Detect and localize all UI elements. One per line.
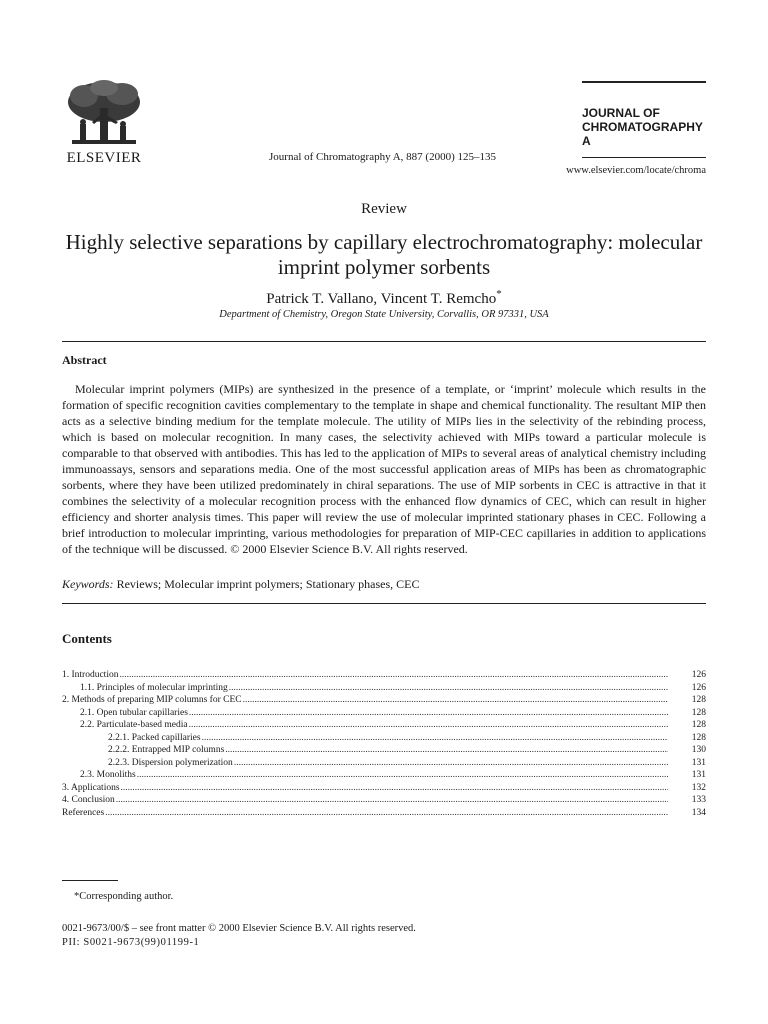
- toc-page: 131: [691, 757, 706, 768]
- abstract-text: Molecular imprint polymers (MIPs) are synthesized in the presence of a template, or ‘imprint’ molecule which results in the formation of specific recognition cavities complementary to the template in shape and chemical functionality. The resultant MIP then acts as a selective binding medium for the template molecule. The utility of MIPs lies in the selectivity of the rebinding process, which is based on molecular recognition. In many cases, the selectivity achieved with MIPs toward a particular molecule is comparable to that observed with antibodies. This has led to the application of MIPs to several areas of analytical chemistry including immunoassays, sensors and separations media. One of the most successful application areas of MIPs has been as chromatographic sorbents, where they have been utilized predominately in chiral separations. The use of MIP sorbents in CEC is attractive in that it combines the selectivity of a molecular recognition process with the enhanced flow dynamics of CEC, which can result in higher efficiency and shorter analysis times. This paper will review the use of molecular imprinted stationary phases in CEC. Following a brief introduction to molecular imprinting, various methodologies for preparation of MIP-CEC capillaries in addition to applications of the technique will be discussed. © 2000 Elsevier Science B.V. All rights reserved.: [62, 382, 706, 556]
- toc-label: 2.2.2. Entrapped MIP columns: [108, 745, 225, 755]
- corresponding-author-mark: *: [496, 288, 502, 300]
- toc-label: 2.2.1. Packed capillaries: [108, 732, 201, 743]
- toc-leader: [121, 782, 668, 795]
- toc-entry[interactable]: [62, 744, 706, 757]
- toc-page: 128: [691, 695, 706, 705]
- journal-citation: Journal of Chromatography A, 887 (2000) 125–135: [269, 151, 496, 163]
- toc-page: 126: [691, 670, 706, 680]
- toc-page: 134: [691, 807, 706, 818]
- corresponding-author-footnote: *Corresponding author.: [74, 891, 174, 902]
- toc-page: 128: [691, 732, 706, 743]
- contents-heading: Contents: [62, 631, 112, 646]
- toc-label: 2.2.3. Dispersion polymerization: [108, 757, 233, 768]
- author-names: Patrick T. Vallano, Vincent T. Remcho: [266, 291, 497, 307]
- toc-label: 1.1. Principles of molecular imprinting: [80, 682, 228, 693]
- toc-page: 128: [691, 707, 706, 718]
- toc-leader: [225, 744, 668, 757]
- toc-page: 132: [691, 782, 706, 793]
- divider-top: [62, 341, 706, 342]
- toc-leader: [234, 757, 668, 770]
- toc-page: 133: [691, 795, 706, 805]
- author-affiliation: Department of Chemistry, Oregon State University, Corvallis, OR 97331, USA: [219, 309, 549, 320]
- journal-name-line1: JOURNAL OF: [582, 106, 660, 120]
- toc-entry[interactable]: [62, 669, 706, 682]
- article-authors: [0, 288, 768, 308]
- toc-page: 131: [691, 770, 706, 780]
- toc-page: 128: [691, 720, 706, 730]
- toc-leader: [189, 719, 668, 732]
- toc-leader: [137, 769, 668, 782]
- toc-label: 2.2. Particulate-based media: [80, 720, 188, 730]
- keywords-label: Keywords:: [62, 577, 114, 591]
- article-title: Highly selective separations by capillary electrochromatography: molecular imprint polymer sorbents: [65, 230, 703, 279]
- journal-rule-bottom: [582, 157, 706, 158]
- journal-rule-top: [582, 81, 706, 83]
- keywords: [62, 577, 706, 592]
- toc-entry[interactable]: [62, 732, 706, 745]
- toc-label: 2.3. Monoliths: [80, 770, 136, 780]
- toc-entry[interactable]: [62, 707, 706, 720]
- toc-entry[interactable]: [62, 769, 706, 782]
- keywords-list: Reviews; Molecular imprint polymers; Stationary phases, CEC: [116, 577, 420, 591]
- journal-url-link[interactable]: www.elsevier.com/locate/chroma: [566, 165, 706, 176]
- toc-label: 1. Introduction: [62, 670, 119, 680]
- toc-leader: [189, 707, 668, 720]
- table-of-contents: [62, 669, 706, 819]
- abstract-heading: Abstract: [62, 353, 107, 367]
- toc-leader: [105, 807, 668, 820]
- toc-entry[interactable]: [62, 719, 706, 732]
- toc-label: 2. Methods of preparing MIP columns for CEC: [62, 695, 242, 705]
- toc-label: 2.1. Open tubular capillaries: [80, 707, 188, 718]
- divider-bottom: [62, 603, 706, 604]
- journal-name-line2: CHROMATOGRAPHY A: [582, 120, 703, 148]
- toc-entry[interactable]: [62, 782, 706, 795]
- pii-line: PII: S0021-9673(99)01199-1: [62, 937, 200, 948]
- toc-entry[interactable]: [62, 794, 706, 807]
- publisher-name: ELSEVIER: [66, 150, 142, 166]
- toc-leader: [119, 669, 668, 682]
- toc-entry[interactable]: [62, 694, 706, 707]
- toc-entry[interactable]: [62, 682, 706, 695]
- toc-leader: [202, 732, 668, 745]
- toc-entry[interactable]: [62, 807, 706, 820]
- toc-leader: [116, 794, 668, 807]
- journal-name: [582, 106, 706, 148]
- toc-leader: [243, 694, 668, 707]
- article-type: Review: [361, 201, 407, 217]
- footnote-rule: [62, 880, 118, 881]
- issn-line: 0021-9673/00/$ – see front matter © 2000 Elsevier Science B.V. All rights reserved.: [62, 923, 416, 934]
- toc-page: 130: [691, 745, 706, 755]
- toc-label: References: [62, 807, 105, 818]
- toc-leader: [229, 682, 668, 695]
- toc-entry[interactable]: [62, 757, 706, 770]
- toc-page: 126: [691, 682, 706, 693]
- toc-label: 3. Applications: [62, 782, 120, 793]
- toc-label: 4. Conclusion: [62, 795, 115, 805]
